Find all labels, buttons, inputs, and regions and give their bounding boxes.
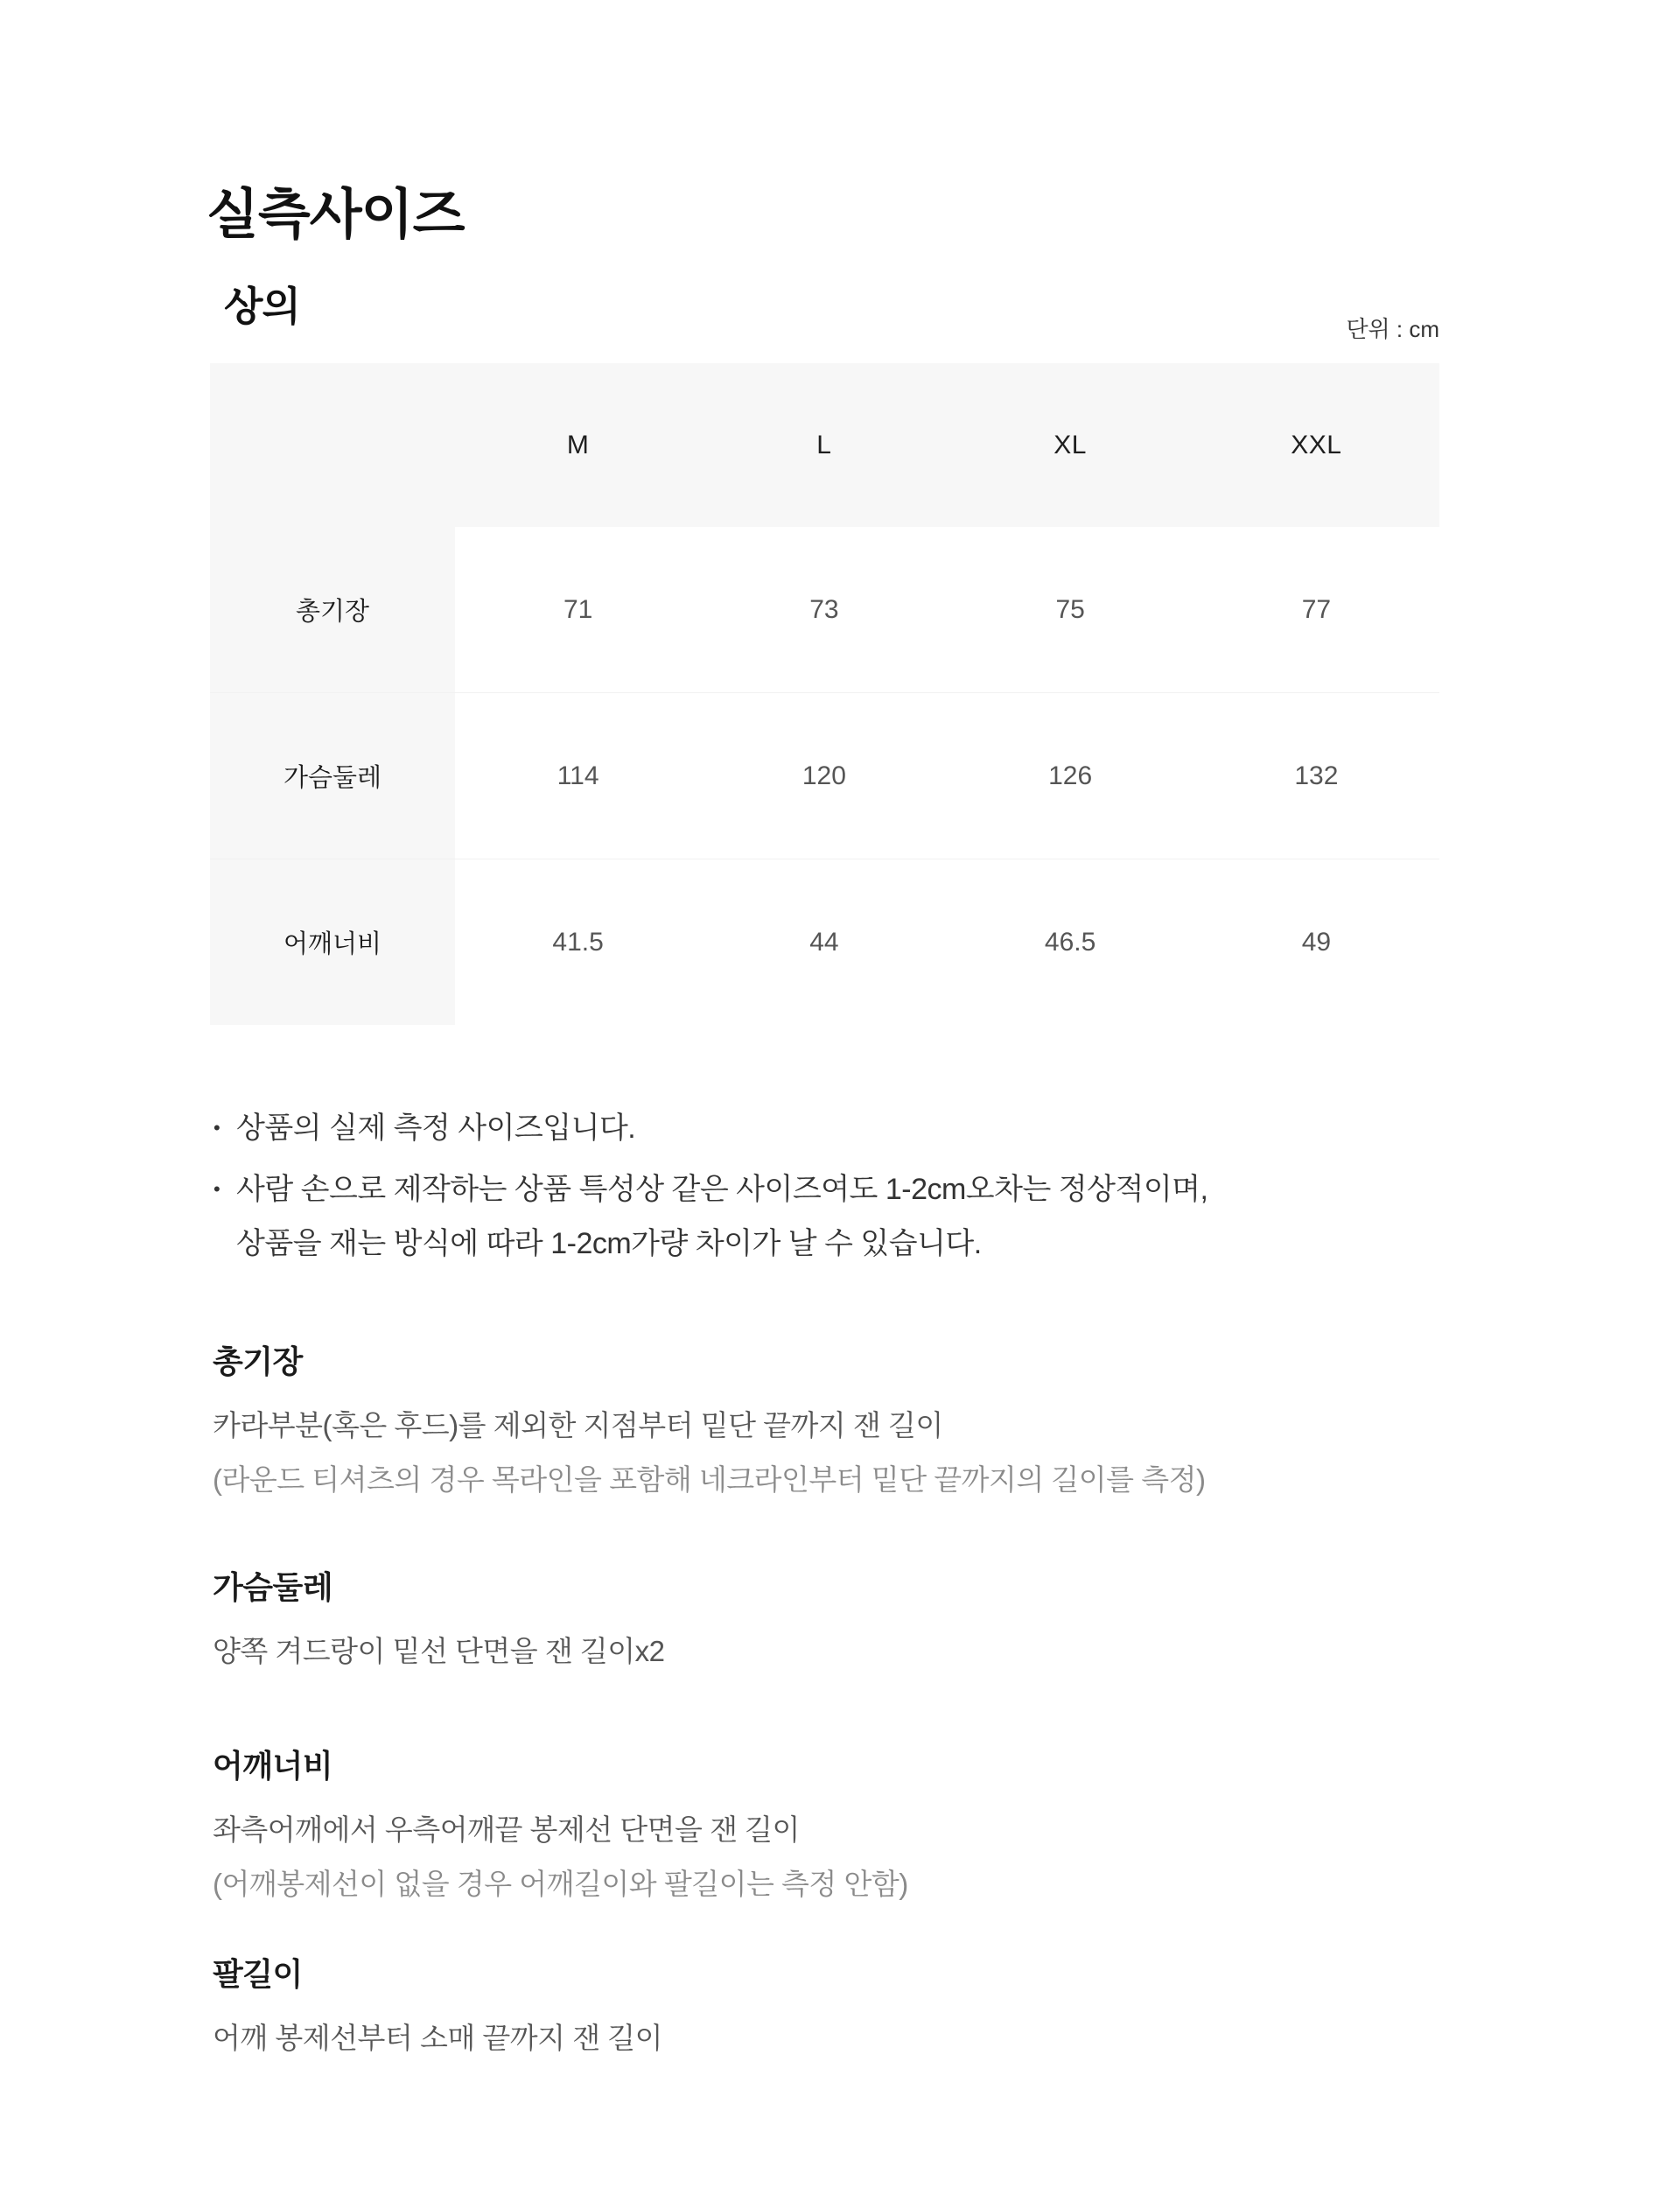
note-line: 사람 손으로 제작하는 상품 특성상 같은 사이즈여도 1-2cm오차는 정상적이며, [236,1173,1208,1206]
guide-heading: 팔길이 [213,1956,303,1992]
row-label: 어깨너비 [210,859,455,1025]
cell-value: 46.5 [1044,927,1096,957]
table-row-shoulder [210,859,1439,1025]
bullet-icon: • [214,1117,220,1139]
table-row-total-length [210,527,1439,692]
unit-label: 단위 : cm [1346,316,1439,342]
page-title: 실측사이즈 [206,184,465,245]
size-table-corner-cell [210,363,455,527]
row-label: 가슴둘레 [210,693,455,859]
size-column-l: L [816,430,832,459]
guide-description-note: (라운드 티셔츠의 경우 목라인을 포함해 네크라인부터 밑단 끝까지의 길이를 측정) [213,1463,1206,1496]
cell-value: 77 [1301,594,1332,624]
size-notes [214,1101,1482,1271]
cell-value: 44 [809,927,839,957]
size-column-xxl: XXL [1291,430,1342,459]
row-label: 총기장 [210,527,455,692]
cell-value: 75 [1055,594,1085,624]
guide-heading: 어깨너비 [213,1748,333,1784]
note-item [214,1101,1482,1155]
size-table-header-row [210,363,1439,527]
guide-section-chest [213,1567,1525,1679]
guide-description: 어깨 봉제선부터 소매 끝까지 잰 길이 [213,2022,663,2054]
guide-heading: 가슴둘레 [213,1569,333,1605]
section-subtitle-tops: 상의 [224,284,300,330]
guide-description-note: (어깨봉제선이 없을 경우 어깨길이와 팔길이는 측정 안함) [213,1868,908,1900]
size-column-xl: XL [1054,430,1087,459]
cell-value: 73 [809,594,839,624]
cell-value: 71 [563,594,593,624]
size-column-m: M [566,430,590,459]
guide-description: 카라부분(혹은 후드)를 제외한 지점부터 밑단 끝까지 잰 길이 [213,1409,943,1441]
bullet-icon: • [214,1178,220,1200]
guide-description: 좌측어깨에서 우측어깨끝 봉제선 단면을 잰 길이 [213,1813,800,1846]
guide-description: 양쪽 겨드랑이 밑선 단면을 잰 길이x2 [213,1635,665,1667]
guide-section-arm-length [213,1953,1525,2065]
guide-section-shoulder [213,1745,1525,1911]
cell-value: 120 [802,761,846,790]
table-row-chest [210,692,1439,859]
cell-value: 41.5 [552,927,604,957]
cell-value: 132 [1294,761,1339,790]
cell-value: 49 [1301,927,1332,957]
guide-heading: 총기장 [213,1343,303,1379]
note-line: 상품의 실제 측정 사이즈입니다. [236,1112,636,1145]
size-table [210,363,1439,1025]
cell-value: 126 [1048,761,1093,790]
cell-value: 114 [556,761,599,790]
note-line: 상품을 재는 방식에 따라 1-2cm가량 차이가 날 수 있습니다. [236,1227,982,1260]
note-item [214,1162,1482,1271]
guide-section-total-length [213,1341,1525,1507]
